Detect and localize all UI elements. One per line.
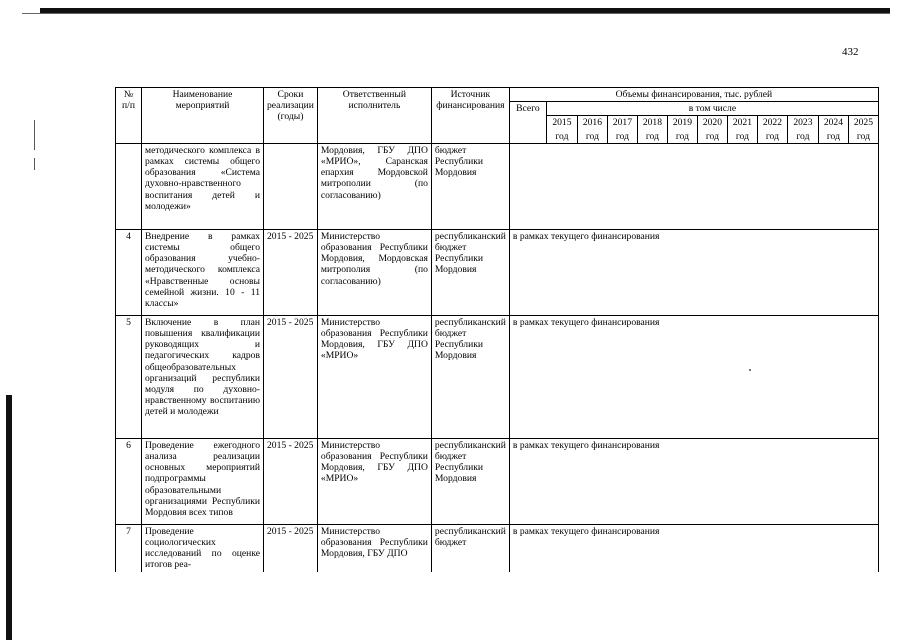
row-funding: в рамках текущего финансирования (509, 438, 878, 524)
row-num: 5 (116, 315, 142, 438)
table-row (116, 229, 879, 315)
header-total: Всего (509, 102, 546, 144)
year-unit: год (727, 130, 757, 144)
header-responsible: Ответственный исполнитель (317, 88, 431, 144)
row-name: Проведение социологических исследований по оценке итогов реа- (142, 524, 264, 571)
header-num: № п/п (116, 88, 142, 144)
year-header: 2021 (727, 116, 757, 130)
row-responsible: Министерство образования Республики Мордовия, ГБУ ДПО (317, 524, 431, 571)
row-responsible: Министерство образования Республики Мордовия, Мордовская митрополия (по согласованию) (317, 229, 431, 315)
row-funding: в рамках текущего финансирования (509, 524, 878, 571)
row-responsible: Министерство образования Республики Мордовия, ГБУ ДПО «МРИО» (317, 438, 431, 524)
row-source: республиканский бюджет (431, 524, 509, 571)
year-header: 2020 (697, 116, 727, 130)
header-row (116, 88, 879, 102)
scan-left-border (6, 395, 12, 640)
year-unit: год (757, 130, 787, 144)
row-num: 4 (116, 229, 142, 315)
year-unit: год (637, 130, 667, 144)
row-source: республиканский бюджет Республики Мордовия (431, 229, 509, 315)
row-funding (509, 143, 878, 229)
row-source: бюджет Республики Мордовия (431, 143, 509, 229)
scan-mark (34, 158, 35, 170)
table-row (116, 143, 879, 229)
year-header: 2019 (667, 116, 697, 130)
scan-mark (34, 120, 35, 150)
row-terms: 2015 - 2025 (264, 315, 318, 438)
row-num (116, 143, 142, 229)
header-funding: Объемы финансирования, тыс. рублей (509, 88, 878, 102)
row-funding: в рамках текущего финансирования (509, 229, 878, 315)
scan-top-line (22, 13, 890, 14)
page-number: 432 (842, 46, 859, 58)
table-row (116, 315, 879, 438)
header-source: Источник финансирования (431, 88, 509, 144)
funding-table (115, 87, 879, 572)
year-header: 2024 (818, 116, 848, 130)
year-unit: год (577, 130, 607, 144)
year-header: 2018 (637, 116, 667, 130)
row-source: республиканский бюджет Республики Мордовия (431, 438, 509, 524)
year-header: 2023 (787, 116, 818, 130)
row-funding: в рамках текущего финансирования (509, 315, 878, 438)
row-terms: 2015 - 2025 (264, 438, 318, 524)
row-name: Проведение ежегодного анализа реализации основных мероприятий подпрограммы образовательными организациями Республики Мордовия всех типов (142, 438, 264, 524)
row-num: 6 (116, 438, 142, 524)
year-header: 2022 (757, 116, 787, 130)
year-header: 2016 (577, 116, 607, 130)
year-unit: год (546, 130, 577, 144)
year-unit: год (607, 130, 637, 144)
row-terms: 2015 - 2025 (264, 229, 318, 315)
year-header: 2025 (848, 116, 878, 130)
row-name: Включение в план повышения квалификации руководящих и педагогических кадров общеобразовательных организаций республики модуля по духовно-нравственному воспитанию детей и молодежи (142, 315, 264, 438)
header-terms: Сроки реализации (годы) (264, 88, 318, 144)
row-responsible: Министерство образования Республики Мордовия, ГБУ ДПО «МРИО» (317, 315, 431, 438)
row-terms: 2015 - 2025 (264, 524, 318, 571)
year-unit: год (667, 130, 697, 144)
table-row (116, 524, 879, 571)
year-unit: год (848, 130, 878, 144)
year-unit: год (818, 130, 848, 144)
table-row (116, 438, 879, 524)
header-name: Наименование мероприятий (142, 88, 264, 144)
row-terms (264, 143, 318, 229)
row-responsible: Мордовия, ГБУ ДПО «МРИО», Саранская епархия Мордовской митрополии (по согласованию) (317, 143, 431, 229)
row-name: Внедрение в рамках системы общего образования учебно-методического комплекса «Нравственные основы семейной жизни. 10 - 11 классы» (142, 229, 264, 315)
year-unit: год (697, 130, 727, 144)
year-unit: год (787, 130, 818, 144)
year-header: 2015 (546, 116, 577, 130)
row-source: республиканский бюджет Республики Мордовия (431, 315, 509, 438)
row-name: методического комплекса в рамках системы общего образования «Система духовно-нравственного воспитания детей и молодежи» (142, 143, 264, 229)
year-header: 2017 (607, 116, 637, 130)
row-num: 7 (116, 524, 142, 571)
header-including: в том числе (546, 102, 878, 116)
